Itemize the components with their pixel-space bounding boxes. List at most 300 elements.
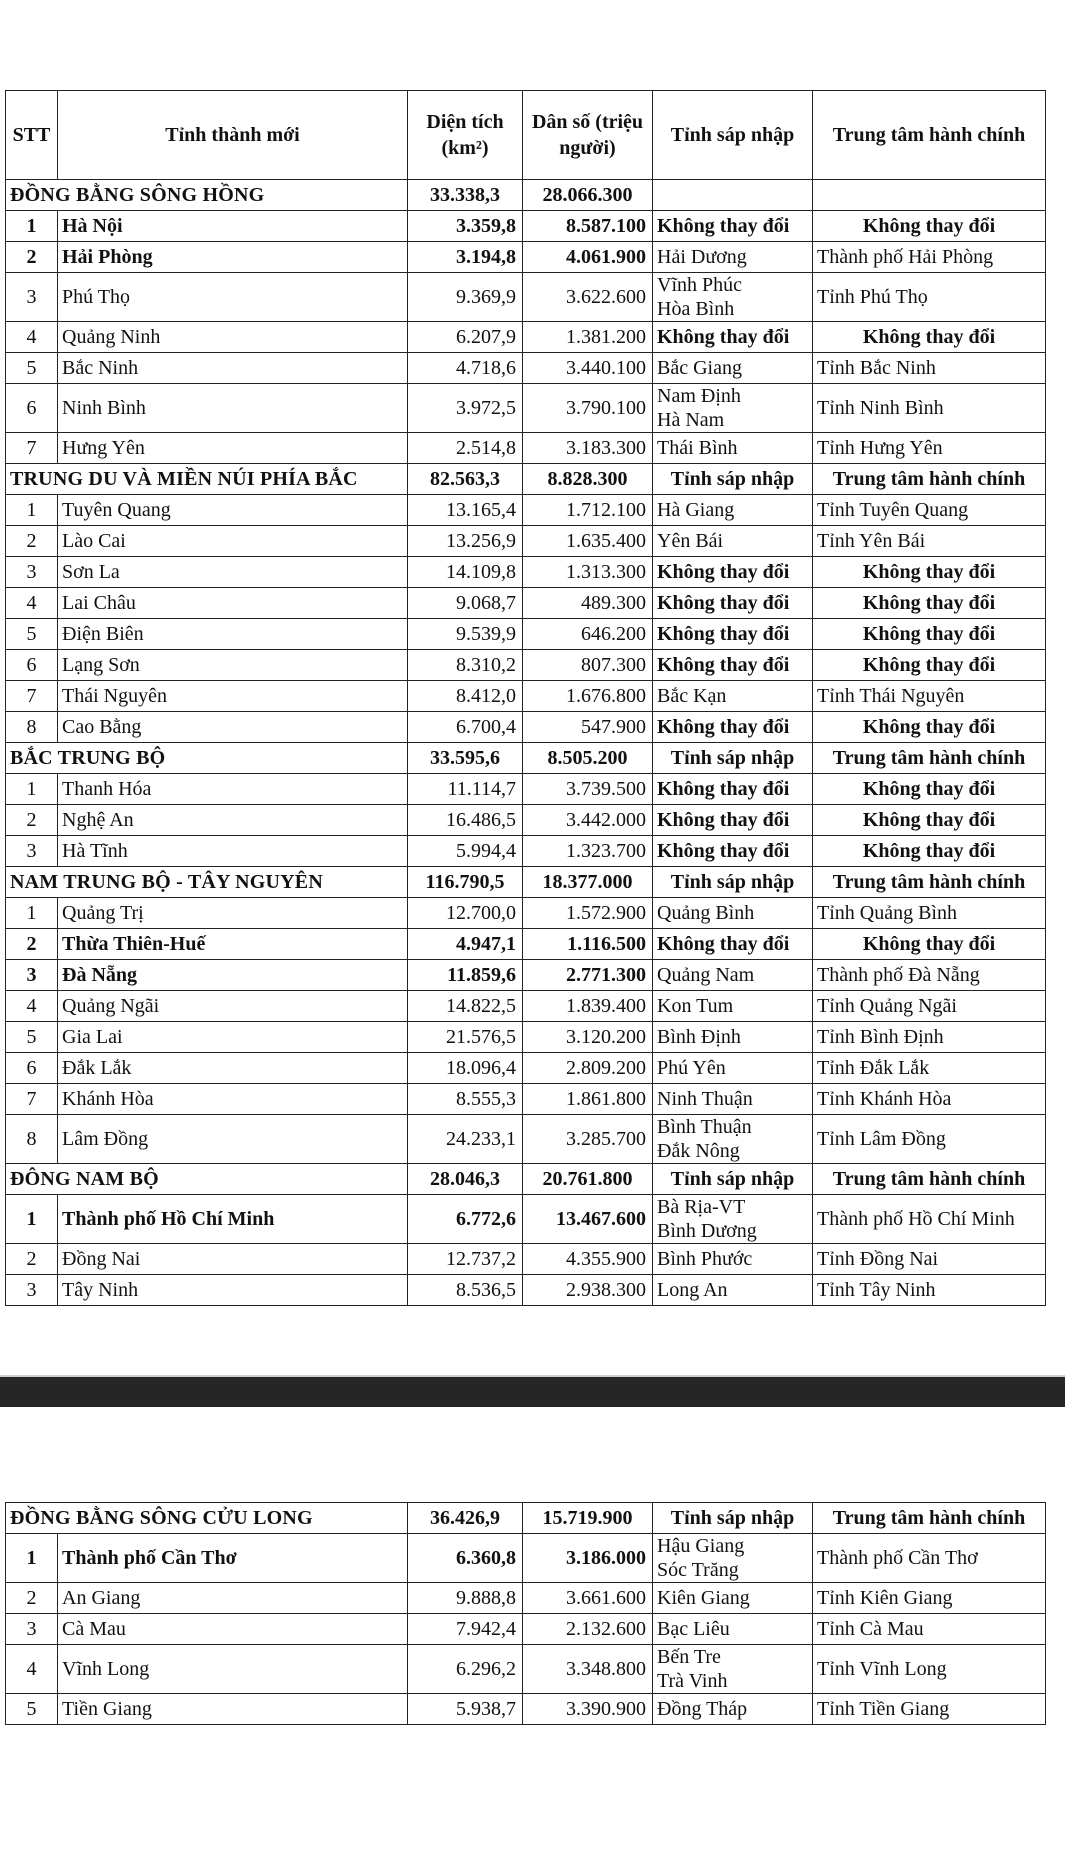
row-stt: 3: [6, 960, 58, 991]
table-row: [6, 273, 1046, 322]
row-admin-center: Không thay đổi: [813, 619, 1046, 650]
row-province-name: Hải Phòng: [58, 242, 408, 273]
row-population: 1.116.500: [523, 929, 653, 960]
row-merged: [653, 991, 813, 1022]
row-population: 8.587.100: [523, 211, 653, 242]
region-name: NAM TRUNG BỘ - TÂY NGUYÊN: [6, 867, 408, 898]
row-stt: 5: [6, 353, 58, 384]
region-area: 82.563,3: [408, 464, 523, 495]
row-province-name: Lào Cai: [58, 526, 408, 557]
table-row: [6, 836, 1046, 867]
row-stt: 2: [6, 1583, 58, 1614]
region-population: 8.505.200: [523, 743, 653, 774]
row-population: 3.186.000: [523, 1534, 653, 1583]
row-merged: [653, 1084, 813, 1115]
row-stt: 6: [6, 650, 58, 681]
row-merged: [653, 1645, 813, 1694]
region-center-label: Trung tâm hành chính: [813, 1164, 1046, 1195]
row-population: 2.809.200: [523, 1053, 653, 1084]
region-population: 15.719.900: [523, 1503, 653, 1534]
region-center-label: [813, 180, 1046, 211]
province-table: [5, 90, 1046, 1306]
row-merged: [653, 1244, 813, 1275]
row-admin-center: Tỉnh Bình Định: [813, 1022, 1046, 1053]
row-population: 3.622.600: [523, 273, 653, 322]
table-row: [6, 898, 1046, 929]
row-merged: [653, 1022, 813, 1053]
row-area: 3.194,8: [408, 242, 523, 273]
region-merged-label: Tỉnh sáp nhập: [653, 867, 813, 898]
row-stt: 8: [6, 712, 58, 743]
row-admin-center: Không thay đổi: [813, 929, 1046, 960]
row-stt: 3: [6, 836, 58, 867]
table-row: [6, 588, 1046, 619]
merged-province: Không thay đổi: [657, 654, 790, 676]
merged-province: Không thay đổi: [657, 933, 790, 955]
row-population: 646.200: [523, 619, 653, 650]
row-stt: 2: [6, 805, 58, 836]
table-row: [6, 1115, 1046, 1164]
row-province-name: Quảng Trị: [58, 898, 408, 929]
row-area: 6.700,4: [408, 712, 523, 743]
region-population: 20.761.800: [523, 1164, 653, 1195]
row-stt: 2: [6, 526, 58, 557]
row-merged: [653, 273, 813, 322]
row-area: 11.859,6: [408, 960, 523, 991]
table-row: [6, 1084, 1046, 1115]
row-admin-center: Tỉnh Tiền Giang: [813, 1694, 1046, 1725]
row-province-name: Ninh Bình: [58, 384, 408, 433]
region-name: TRUNG DU VÀ MIỀN NÚI PHÍA BẮC: [6, 464, 408, 495]
row-admin-center: Tỉnh Ninh Bình: [813, 384, 1046, 433]
region-row: [6, 867, 1046, 898]
row-province-name: Hưng Yên: [58, 433, 408, 464]
row-area: 9.068,7: [408, 588, 523, 619]
row-area: 6.207,9: [408, 322, 523, 353]
row-admin-center: Tỉnh Hưng Yên: [813, 433, 1046, 464]
merged-province: Bạc Liêu: [657, 1618, 730, 1640]
row-area: 12.737,2: [408, 1244, 523, 1275]
merged-province: Yên Bái: [657, 530, 724, 552]
row-merged: [653, 712, 813, 743]
row-area: 9.369,9: [408, 273, 523, 322]
row-admin-center: Tỉnh Lâm Đồng: [813, 1115, 1046, 1164]
row-stt: 5: [6, 1694, 58, 1725]
merged-province: Long An: [657, 1279, 728, 1301]
row-population: 1.676.800: [523, 681, 653, 712]
row-merged: [653, 960, 813, 991]
row-area: 14.822,5: [408, 991, 523, 1022]
row-province-name: Thanh Hóa: [58, 774, 408, 805]
row-admin-center: Tỉnh Thái Nguyên: [813, 681, 1046, 712]
merged-province: Ninh Thuận: [657, 1088, 753, 1110]
row-stt: 4: [6, 1645, 58, 1694]
table-row: [6, 1694, 1046, 1725]
row-merged: [653, 1275, 813, 1306]
merged-province: Hậu Giang: [657, 1535, 745, 1557]
header-area: Diện tích (km²): [408, 91, 523, 180]
row-area: 7.942,4: [408, 1614, 523, 1645]
row-population: 1.323.700: [523, 836, 653, 867]
merged-province: Không thay đổi: [657, 778, 790, 800]
table-row: [6, 712, 1046, 743]
merged-province: Kon Tum: [657, 995, 734, 1017]
row-merged: [653, 1053, 813, 1084]
region-name: ĐỒNG BẰNG SÔNG CỬU LONG: [6, 1503, 408, 1534]
row-province-name: Cà Mau: [58, 1614, 408, 1645]
merged-province: Phú Yên: [657, 1057, 726, 1079]
row-area: 13.256,9: [408, 526, 523, 557]
merged-province: Bình Phước: [657, 1248, 753, 1270]
row-admin-center: Không thay đổi: [813, 774, 1046, 805]
region-name: BẮC TRUNG BỘ: [6, 743, 408, 774]
region-center-label: Trung tâm hành chính: [813, 743, 1046, 774]
row-area: 9.888,8: [408, 1583, 523, 1614]
header-merged: Tỉnh sáp nhập: [653, 91, 813, 180]
row-province-name: Lai Châu: [58, 588, 408, 619]
table-row: [6, 1195, 1046, 1244]
row-merged: [653, 650, 813, 681]
table-row: [6, 557, 1046, 588]
row-merged: [653, 384, 813, 433]
table-row: [6, 433, 1046, 464]
merged-province: Bắc Kạn: [657, 685, 727, 707]
row-admin-center: Tỉnh Đắk Lắk: [813, 1053, 1046, 1084]
region-population: 18.377.000: [523, 867, 653, 898]
row-area: 4.718,6: [408, 353, 523, 384]
row-merged: [653, 1534, 813, 1583]
row-admin-center: Tỉnh Khánh Hòa: [813, 1084, 1046, 1115]
row-province-name: Thừa Thiên-Huế: [58, 929, 408, 960]
region-area: 33.595,6: [408, 743, 523, 774]
screenshot-divider: [0, 1377, 1065, 1407]
row-area: 5.994,4: [408, 836, 523, 867]
merged-province: Không thay đổi: [657, 215, 790, 237]
row-area: 2.514,8: [408, 433, 523, 464]
row-province-name: Đà Nẵng: [58, 960, 408, 991]
row-province-name: Thành phố Cần Thơ: [58, 1534, 408, 1583]
row-population: 1.381.200: [523, 322, 653, 353]
table-row: [6, 1534, 1046, 1583]
merged-province: Không thay đổi: [657, 623, 790, 645]
region-row: [6, 180, 1046, 211]
row-population: 2.771.300: [523, 960, 653, 991]
row-province-name: Tiền Giang: [58, 1694, 408, 1725]
row-stt: 2: [6, 242, 58, 273]
row-population: 489.300: [523, 588, 653, 619]
region-area: 28.046,3: [408, 1164, 523, 1195]
row-merged: [653, 588, 813, 619]
row-population: 2.132.600: [523, 1614, 653, 1645]
merged-province: Không thay đổi: [657, 326, 790, 348]
row-population: 4.061.900: [523, 242, 653, 273]
table-row: [6, 384, 1046, 433]
row-admin-center: Không thay đổi: [813, 211, 1046, 242]
row-area: 16.486,5: [408, 805, 523, 836]
region-center-label: Trung tâm hành chính: [813, 1503, 1046, 1534]
row-population: 3.442.000: [523, 805, 653, 836]
merged-province: Bình Thuận: [657, 1116, 752, 1138]
row-stt: 1: [6, 495, 58, 526]
row-population: 1.313.300: [523, 557, 653, 588]
row-merged: [653, 619, 813, 650]
row-province-name: Bắc Ninh: [58, 353, 408, 384]
table-row: [6, 774, 1046, 805]
row-merged: [653, 322, 813, 353]
merged-province: Hải Dương: [657, 246, 747, 268]
merged-province: Không thay đổi: [657, 716, 790, 738]
merged-province: Bến Tre: [657, 1646, 721, 1668]
row-admin-center: Tỉnh Tuyên Quang: [813, 495, 1046, 526]
region-row: [6, 1164, 1046, 1195]
row-population: 1.861.800: [523, 1084, 653, 1115]
row-admin-center: Tỉnh Phú Thọ: [813, 273, 1046, 322]
row-stt: 3: [6, 1275, 58, 1306]
row-merged: [653, 433, 813, 464]
row-population: 3.790.100: [523, 384, 653, 433]
table-row: [6, 1645, 1046, 1694]
row-admin-center: Không thay đổi: [813, 588, 1046, 619]
row-merged: [653, 1694, 813, 1725]
row-population: 3.661.600: [523, 1583, 653, 1614]
row-area: 3.972,5: [408, 384, 523, 433]
row-area: 8.310,2: [408, 650, 523, 681]
row-population: 3.390.900: [523, 1694, 653, 1725]
row-stt: 7: [6, 1084, 58, 1115]
row-area: 8.536,5: [408, 1275, 523, 1306]
row-area: 21.576,5: [408, 1022, 523, 1053]
row-province-name: Lạng Sơn: [58, 650, 408, 681]
table-row: [6, 960, 1046, 991]
row-admin-center: Tỉnh Tây Ninh: [813, 1275, 1046, 1306]
row-province-name: Cao Bằng: [58, 712, 408, 743]
row-population: 2.938.300: [523, 1275, 653, 1306]
merged-province: Không thay đổi: [657, 840, 790, 862]
header-admin-center: Trung tâm hành chính: [813, 91, 1046, 180]
row-stt: 3: [6, 273, 58, 322]
row-province-name: Quảng Ninh: [58, 322, 408, 353]
merged-province: Hà Giang: [657, 499, 735, 521]
merged-province: Không thay đổi: [657, 561, 790, 583]
row-merged: [653, 557, 813, 588]
row-admin-center: Không thay đổi: [813, 557, 1046, 588]
row-merged: [653, 353, 813, 384]
row-province-name: Gia Lai: [58, 1022, 408, 1053]
merged-province: Hòa Bình: [657, 298, 735, 320]
row-population: 3.120.200: [523, 1022, 653, 1053]
row-admin-center: Không thay đổi: [813, 650, 1046, 681]
row-admin-center: Thành phố Đà Nẵng: [813, 960, 1046, 991]
row-population: 3.739.500: [523, 774, 653, 805]
row-province-name: Vĩnh Long: [58, 1645, 408, 1694]
region-merged-label: [653, 180, 813, 211]
row-stt: 2: [6, 929, 58, 960]
table-row: [6, 805, 1046, 836]
table-row: [6, 242, 1046, 273]
row-area: 13.165,4: [408, 495, 523, 526]
row-merged: [653, 242, 813, 273]
row-merged: [653, 681, 813, 712]
table-row: [6, 1022, 1046, 1053]
row-province-name: Điện Biên: [58, 619, 408, 650]
row-area: 6.360,8: [408, 1534, 523, 1583]
region-merged-label: Tỉnh sáp nhập: [653, 743, 813, 774]
row-province-name: Thái Nguyên: [58, 681, 408, 712]
row-area: 12.700,0: [408, 898, 523, 929]
region-area: 116.790,5: [408, 867, 523, 898]
row-population: 1.572.900: [523, 898, 653, 929]
row-population: 1.839.400: [523, 991, 653, 1022]
merged-province: Quảng Bình: [657, 902, 755, 924]
row-province-name: Tây Ninh: [58, 1275, 408, 1306]
row-area: 8.555,3: [408, 1084, 523, 1115]
table-row: [6, 526, 1046, 557]
table-row: [6, 619, 1046, 650]
row-area: 8.412,0: [408, 681, 523, 712]
row-province-name: Hà Nội: [58, 211, 408, 242]
row-population: 547.900: [523, 712, 653, 743]
table-row: [6, 211, 1046, 242]
row-admin-center: Tỉnh Quảng Ngãi: [813, 991, 1046, 1022]
row-area: 3.359,8: [408, 211, 523, 242]
row-province-name: Nghệ An: [58, 805, 408, 836]
row-population: 3.440.100: [523, 353, 653, 384]
row-admin-center: Tỉnh Quảng Bình: [813, 898, 1046, 929]
row-merged: [653, 898, 813, 929]
merged-province: Đồng Tháp: [657, 1698, 748, 1720]
row-admin-center: Tỉnh Bắc Ninh: [813, 353, 1046, 384]
row-area: 14.109,8: [408, 557, 523, 588]
row-stt: 3: [6, 557, 58, 588]
row-province-name: Phú Thọ: [58, 273, 408, 322]
header-population: Dân số (triệu người): [523, 91, 653, 180]
table-header-row: [6, 91, 1046, 180]
row-population: 1.712.100: [523, 495, 653, 526]
merged-province: Bắc Giang: [657, 357, 742, 379]
region-merged-label: Tỉnh sáp nhập: [653, 1164, 813, 1195]
row-area: 4.947,1: [408, 929, 523, 960]
region-row: [6, 743, 1046, 774]
row-population: 13.467.600: [523, 1195, 653, 1244]
table-row: [6, 322, 1046, 353]
row-admin-center: Tỉnh Kiên Giang: [813, 1583, 1046, 1614]
row-stt: 1: [6, 774, 58, 805]
row-province-name: Sơn La: [58, 557, 408, 588]
row-stt: 1: [6, 1195, 58, 1244]
region-merged-label: Tỉnh sáp nhập: [653, 1503, 813, 1534]
row-province-name: Đắk Lắk: [58, 1053, 408, 1084]
table-row: [6, 650, 1046, 681]
row-area: 5.938,7: [408, 1694, 523, 1725]
header-province: Tỉnh thành mới: [58, 91, 408, 180]
merged-province: Bà Rịa-VT: [657, 1196, 746, 1218]
table-row: [6, 1244, 1046, 1275]
row-stt: 4: [6, 322, 58, 353]
row-merged: [653, 526, 813, 557]
merged-province: Trà Vinh: [657, 1670, 728, 1692]
merged-province: Hà Nam: [657, 409, 725, 431]
merged-province: Bình Dương: [657, 1220, 757, 1242]
region-center-label: Trung tâm hành chính: [813, 867, 1046, 898]
region-population: 28.066.300: [523, 180, 653, 211]
region-row: [6, 464, 1046, 495]
merged-province: Kiên Giang: [657, 1587, 750, 1609]
row-stt: 6: [6, 384, 58, 433]
row-stt: 7: [6, 433, 58, 464]
merged-province: Không thay đổi: [657, 592, 790, 614]
region-population: 8.828.300: [523, 464, 653, 495]
table-row: [6, 929, 1046, 960]
row-admin-center: Không thay đổi: [813, 805, 1046, 836]
merged-province: Vĩnh Phúc: [657, 274, 742, 296]
table-row: [6, 1583, 1046, 1614]
row-area: 11.114,7: [408, 774, 523, 805]
table-row: [6, 1614, 1046, 1645]
row-population: 3.183.300: [523, 433, 653, 464]
row-population: 3.348.800: [523, 1645, 653, 1694]
table-row: [6, 495, 1046, 526]
merged-province: Không thay đổi: [657, 809, 790, 831]
row-merged: [653, 805, 813, 836]
header-stt: STT: [6, 91, 58, 180]
row-area: 24.233,1: [408, 1115, 523, 1164]
row-stt: 2: [6, 1244, 58, 1275]
row-merged: [653, 1115, 813, 1164]
row-area: 6.772,6: [408, 1195, 523, 1244]
row-admin-center: Không thay đổi: [813, 712, 1046, 743]
row-stt: 3: [6, 1614, 58, 1645]
row-stt: 1: [6, 1534, 58, 1583]
row-admin-center: Thành phố Hải Phòng: [813, 242, 1046, 273]
merged-province: Bình Định: [657, 1026, 741, 1048]
row-stt: 5: [6, 1022, 58, 1053]
row-province-name: Tuyên Quang: [58, 495, 408, 526]
row-stt: 1: [6, 211, 58, 242]
row-stt: 5: [6, 619, 58, 650]
table-row: [6, 1053, 1046, 1084]
table-row: [6, 353, 1046, 384]
row-merged: [653, 836, 813, 867]
row-population: 1.635.400: [523, 526, 653, 557]
table-row: [6, 1275, 1046, 1306]
row-merged: [653, 1583, 813, 1614]
row-merged: [653, 774, 813, 805]
merged-province: Đắk Nông: [657, 1140, 740, 1162]
merged-province: Sóc Trăng: [657, 1559, 739, 1581]
row-province-name: Khánh Hòa: [58, 1084, 408, 1115]
row-stt: 8: [6, 1115, 58, 1164]
row-admin-center: Thành phố Hồ Chí Minh: [813, 1195, 1046, 1244]
row-province-name: Đồng Nai: [58, 1244, 408, 1275]
row-stt: 4: [6, 991, 58, 1022]
table-row: [6, 681, 1046, 712]
row-population: 807.300: [523, 650, 653, 681]
region-merged-label: Tỉnh sáp nhập: [653, 464, 813, 495]
province-table-continued: [5, 1502, 1046, 1725]
row-admin-center: Không thay đổi: [813, 322, 1046, 353]
region-area: 33.338,3: [408, 180, 523, 211]
row-stt: 6: [6, 1053, 58, 1084]
region-center-label: Trung tâm hành chính: [813, 464, 1046, 495]
row-admin-center: Tỉnh Yên Bái: [813, 526, 1046, 557]
row-admin-center: Tỉnh Đồng Nai: [813, 1244, 1046, 1275]
row-area: 6.296,2: [408, 1645, 523, 1694]
row-merged: [653, 929, 813, 960]
row-area: 9.539,9: [408, 619, 523, 650]
merged-province: Nam Định: [657, 385, 741, 407]
row-admin-center: Không thay đổi: [813, 836, 1046, 867]
row-admin-center: Tỉnh Cà Mau: [813, 1614, 1046, 1645]
